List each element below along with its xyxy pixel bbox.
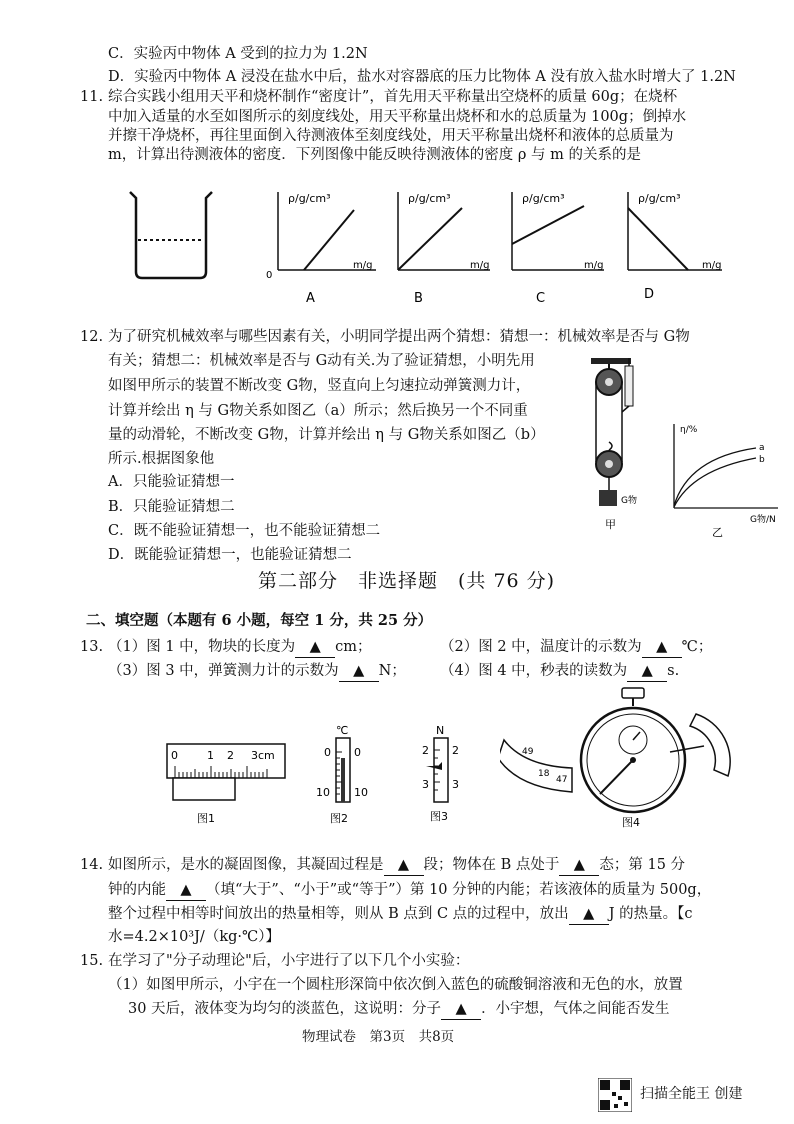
beaker-figure [126, 188, 216, 283]
fig3-label: 图3 [430, 810, 448, 823]
q12-line-6: 所示.根据图象他 [108, 451, 215, 467]
blank: ▲ [441, 999, 481, 1020]
graph-b-xlabel: m/g [470, 260, 490, 271]
q11-line-3: 并擦干净烧杯，再往里面倒入待测液体至刻度线处，用天平称量出烧杯和液体的总质量为 [108, 128, 674, 144]
spring-unit: N [436, 724, 445, 737]
blank: ▲ [295, 637, 335, 658]
blank: ▲ [569, 904, 609, 925]
graph-c [512, 192, 604, 306]
q12-option-c: C．既不能验证猜想一，也不能验证猜想二 [108, 523, 381, 539]
q10-option-c: C．实验丙中物体 A 受到的拉力为 1.2N [108, 46, 368, 62]
q13-line-2b: （4）图 4 中，秒表的读数为 ▲ s. [440, 661, 679, 682]
graph-a [266, 192, 376, 306]
q14-line-1: 如图所示，是水的凝固图像，其凝固过程是 ▲ 段；物体在 B 点处于 ▲ 态；第 15 分 [108, 855, 685, 876]
graph-d [628, 192, 722, 302]
q13-line-1a: （1）图 1 中，物块的长度为 ▲ cm； [108, 637, 372, 658]
q12-number: 12. [80, 329, 104, 345]
blank: ▲ [166, 880, 206, 901]
thermo-label-right-10: 10 [354, 786, 368, 799]
q11-graphs [258, 178, 778, 308]
q13-number: 13. [80, 639, 104, 655]
choice-c: C [536, 291, 546, 306]
graph-a-ylabel: ρ/g/cm³ [288, 192, 331, 205]
fig1-label: 图1 [197, 812, 215, 825]
q13-line-1b: （2）图 2 中，温度计的示数为 ▲ ℃； [440, 637, 712, 658]
ruler-tick-2: 2 [227, 749, 234, 762]
curve-b-label: b [759, 455, 765, 465]
q15-number: 15. [80, 953, 104, 969]
q14-number: 14. [80, 857, 104, 873]
graph-a-origin: 0 [266, 270, 273, 281]
graph-b-ylabel: ρ/g/cm³ [408, 192, 451, 205]
q12-option-d: D．既能验证猜想一，也能验证猜想二 [108, 547, 352, 563]
q12-line-3: 如图甲所示的装置不断改变 G物，竖直向上匀速拉动弹簧测力计， [108, 378, 531, 394]
eta-axis-label: η/% [680, 425, 698, 435]
fig2-label: 图2 [330, 812, 348, 825]
thermo-unit: ℃ [336, 724, 349, 737]
weight-label: G物 [621, 496, 637, 506]
q12-option-a: A．只能验证猜想一 [108, 474, 235, 490]
q11-line-4: m，计算出待测液体的密度．下列图像中能反映待测液体的密度 ρ 与 m 的关系的是 [108, 147, 641, 163]
choice-d: D [644, 287, 655, 302]
choice-b: B [414, 291, 423, 306]
q12-line-5: 量的动滑轮，不断改变 G物，计算并绘出 η 与 G物关系如图乙（b） [108, 427, 545, 443]
blank: ▲ [627, 661, 667, 682]
g-axis-label: G物/N [750, 515, 776, 525]
graph-d-ylabel: ρ/g/cm³ [638, 192, 681, 205]
q14-line-4: 水=4.2×10³J/（kg·℃）】 [108, 929, 280, 945]
ruler-tick-1: 1 [207, 749, 214, 762]
blank: ▲ [559, 855, 599, 876]
q14-line-3: 整个过程中相等时间放出的热量相等，则从 B 点到 C 点的过程中，放出 ▲ J 的热量。【c [108, 904, 692, 925]
q12-line-1: 为了研究机械效率与哪些因素有关，小明同学提出两个猜想：猜想一：机械效率是否与 G物 [108, 329, 690, 345]
q12-line-4: 计算并绘出 η 与 G物关系如图乙（a）所示；然后换另一个不同重 [108, 403, 528, 419]
graph-b [398, 192, 490, 306]
q11-number: 11. [80, 89, 104, 105]
spring-label-right-2: 2 [452, 744, 459, 757]
q10-option-d: D．实验丙中物体 A 浸没在盐水中后，盐水对容器底的压力比物体 A 没有放入盐水时增大了 1.2N [108, 69, 736, 85]
spring-label-right-3: 3 [452, 778, 459, 791]
page-footer: 物理试卷 第3页 共8页 [302, 1029, 455, 1045]
blank: ▲ [642, 637, 682, 658]
spring-label-left-2: 2 [422, 744, 429, 757]
graph-d-xlabel: m/g [702, 260, 722, 271]
graph-c-line [512, 206, 584, 244]
q14-line-2: 钟的内能 ▲ （填“大于”、“小于”或“等于”）第 10 分钟的内能；若该液体的质量为 500g， [108, 880, 711, 901]
figure-4-stopwatch [500, 686, 740, 834]
blank: ▲ [384, 855, 424, 876]
q11-line-2: 中加入适量的水至如图所示的刻度线处，用天平称量出烧杯和水的总质量为 100g；倒掉水 [108, 109, 687, 125]
q15-line-3: 30 天后，液体变为均匀的淡蓝色，这说明：分子 ▲ ．小宇想，气体之间能否发生 [128, 999, 670, 1020]
figure-1-ruler [165, 740, 290, 830]
graph-a-xlabel: m/g [353, 260, 373, 271]
efficiency-graph [660, 418, 785, 540]
pulley-figure [585, 352, 655, 542]
curve-a [674, 448, 756, 506]
part-two-title: 第二部分 非选择题 (共 76 分) [258, 570, 556, 592]
thermo-label-right-0: 0 [354, 746, 361, 759]
q15-line-1: 在学习了"分子动理论"后，小宇进行了以下几个小实验： [108, 953, 470, 969]
graph-c-xlabel: m/g [584, 260, 604, 271]
watch-label-49: 49 [522, 747, 534, 757]
graph-d-line [628, 208, 688, 270]
graph-a-line [304, 210, 354, 270]
watermark-text: 扫描全能王 创建 [640, 1086, 743, 1102]
fig-yi-label: 乙 [712, 526, 723, 539]
watch-label-47: 47 [556, 775, 568, 785]
q12-option-b: B．只能验证猜想二 [108, 499, 235, 515]
figure-3-spring-scale [412, 722, 472, 832]
qr-code-icon [598, 1078, 632, 1112]
q13-line-2a: （3）图 3 中，弹簧测力计的示数为 ▲ N； [108, 661, 406, 682]
ruler-tick-3: 3cm [251, 749, 275, 762]
watch-label-18: 18 [538, 769, 550, 779]
spring-label-left-3: 3 [422, 778, 429, 791]
ruler-tick-0: 0 [171, 749, 178, 762]
q15-line-2: （1）如图甲所示，小宇在一个圆柱形深筒中依次倒入蓝色的硫酸铜溶液和无色的水，放置 [108, 977, 683, 993]
graph-c-ylabel: ρ/g/cm³ [522, 192, 565, 205]
figure-2-thermometer [310, 722, 380, 832]
graph-b-line [398, 208, 462, 270]
curve-a-label: a [759, 443, 765, 453]
blank: ▲ [339, 661, 379, 682]
q12-line-2: 有关；猜想二：机械效率是否与 G动有关.为了验证猜想，小明先用 [108, 353, 535, 369]
thermo-label-left-0: 0 [324, 746, 331, 759]
thermo-label-left-10: 10 [316, 786, 330, 799]
fig4-label: 图4 [622, 816, 640, 829]
section-two-heading: 二、填空题（本题有 6 小题，每空 1 分，共 25 分） [86, 612, 433, 629]
choice-a: A [306, 291, 315, 306]
q11-line-1: 综合实践小组用天平和烧杯制作“密度计”，首先用天平称量出空烧杯的质量 60g；在烧杯 [108, 89, 678, 105]
fig-jia-label: 甲 [605, 518, 616, 531]
